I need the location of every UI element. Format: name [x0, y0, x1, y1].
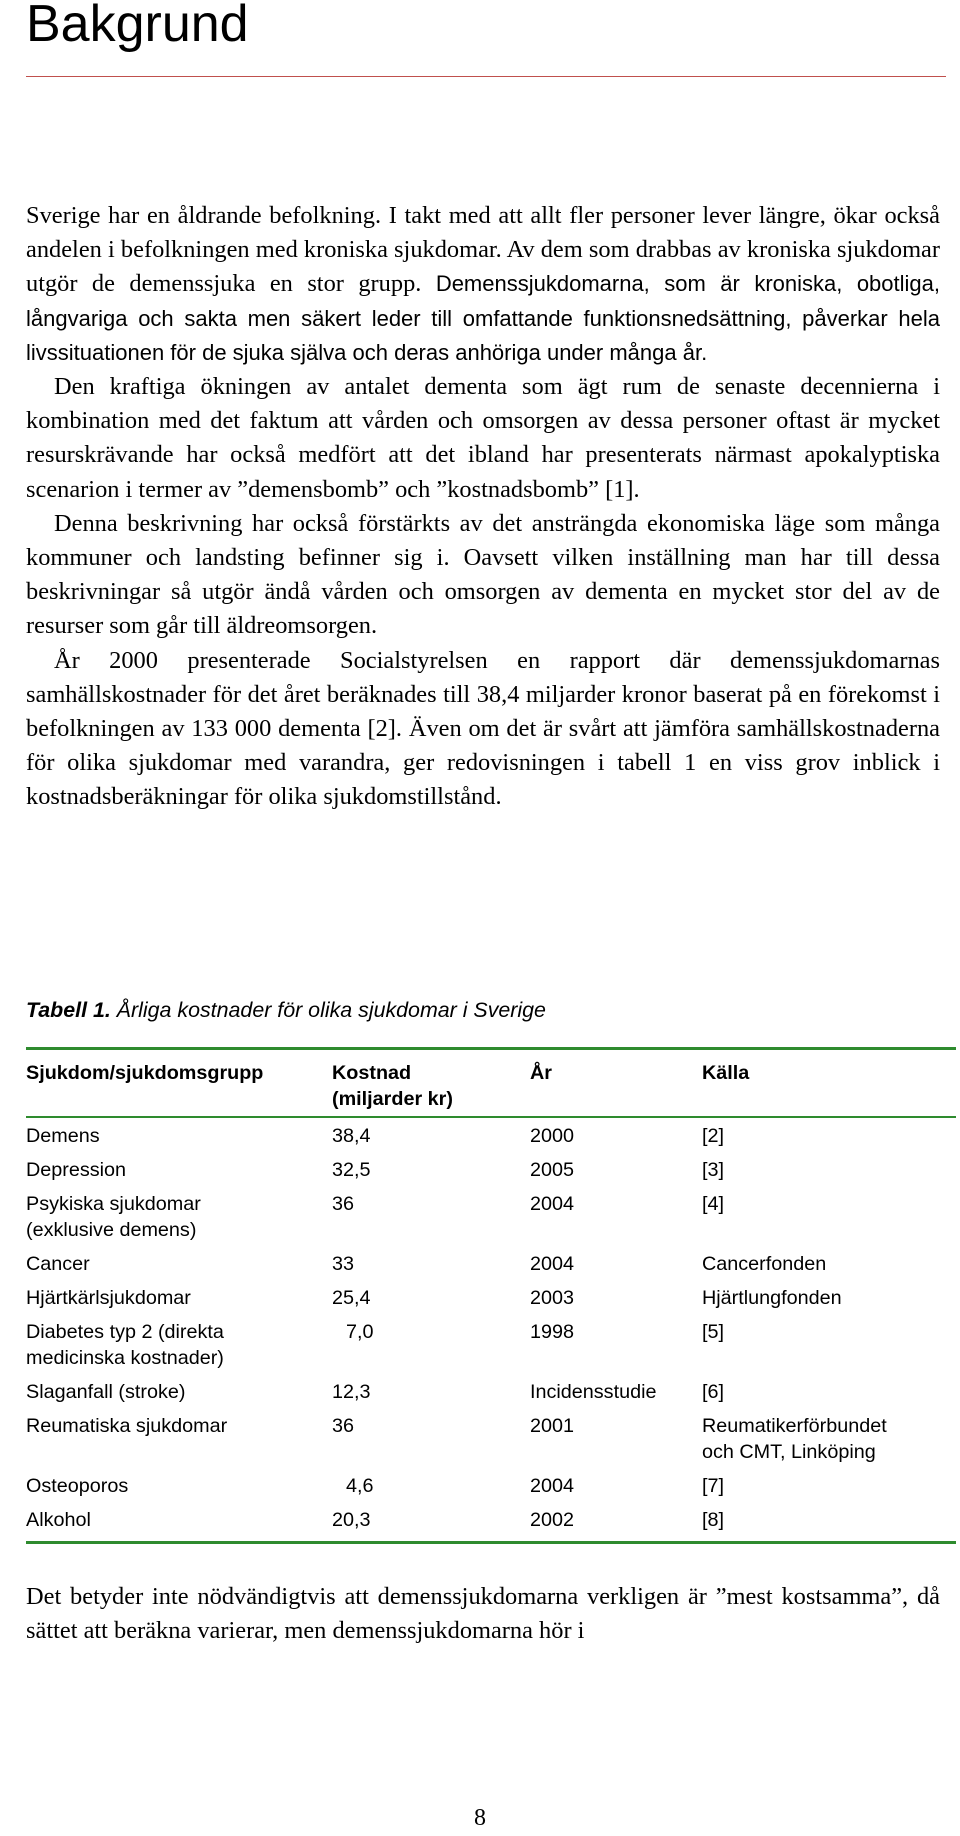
header-year: År [530, 1050, 702, 1117]
cell-source-text: Reumatikerförbundet [702, 1415, 887, 1437]
cell-year: 2003 [530, 1287, 575, 1309]
cell-year: 1998 [530, 1321, 575, 1343]
page-number: 8 [474, 1805, 486, 1831]
cell-year: Incidensstudie [530, 1381, 657, 1403]
cell-disease [26, 1186, 332, 1246]
cell-cost: 38,4 [332, 1125, 371, 1147]
cell-disease-text-line2: (exklusive demens) [26, 1219, 197, 1241]
paragraph-socialstyrelsen: År 2000 presenterade Socialstyrelsen en rapport där demenssjukdomarnas samhällskostnader för det året beräknades till 38,4 miljarder kronor baserat på en förekomst i befolkningen av 133 000 dementa [2]. Även om det är svårt att jämföra samhällskostnaderna för olika sjukdomar med varandra, ger redovisningen i tabell 1 en viss grov inblick i kostnadsberäkningar för olika sjukdomstillstånd. [26, 646, 940, 811]
table-row [26, 1186, 956, 1246]
table-row [26, 1246, 956, 1280]
cell-disease-text: Alkohol [26, 1509, 91, 1531]
table-row [26, 1408, 956, 1468]
cell-disease [26, 1502, 332, 1541]
cell-year: 2004 [530, 1253, 575, 1275]
cell-cost: 20,3 [332, 1509, 371, 1531]
cell-source [702, 1408, 956, 1468]
paragraph-kostsamma: Det betyder inte nödvändigtvis att demenssjukdomarna verkligen är ”mest kostsamma”, då sättet att beräkna varierar, men demenssjukdomarna hör i [26, 1583, 940, 1645]
table-row [26, 1502, 956, 1541]
cell-cost: 12,3 [332, 1381, 371, 1403]
cell-disease-text: Diabetes typ 2 (direkta [26, 1321, 224, 1343]
cell-cost: 32,5 [332, 1159, 371, 1181]
cost-table [26, 1047, 956, 1544]
cell-cost: 36 [332, 1415, 355, 1437]
cell-disease-text: Psykiska sjukdomar [26, 1193, 201, 1215]
cell-disease-text: Reumatiska sjukdomar [26, 1415, 228, 1437]
cell-disease-text: Slaganfall (stroke) [26, 1381, 186, 1403]
table-row [26, 1374, 956, 1408]
table-header-row [26, 1050, 956, 1117]
table-row [26, 1280, 956, 1314]
cell-disease [26, 1374, 332, 1408]
cell-cost: 4,6 [346, 1475, 374, 1497]
table-row [26, 1314, 956, 1374]
cell-year: 2005 [530, 1159, 575, 1181]
cell-year: 2004 [530, 1193, 575, 1215]
cell-disease [26, 1117, 332, 1152]
paragraph-intro-sans-text: Demenssjukdomarna, som är kroniska, obotliga, långvariga och sakta men säkert leder till omfattande funktionsnedsättning, påverkar hela livssituationen för de sjuka själva och deras anhöriga under många år. [26, 271, 940, 365]
cell-source: Hjärtlungfonden [702, 1287, 842, 1309]
table-row [26, 1468, 956, 1502]
cell-source-text-line2: och CMT, Linköping [702, 1441, 876, 1463]
cell-source: [6] [702, 1381, 724, 1403]
cell-source: [2] [702, 1125, 724, 1147]
table-row [26, 1117, 956, 1152]
paragraph-demensbomb: Den kraftiga ökningen av antalet dementa som ägt rum de senaste decennierna i kombination med det faktum att vården och omsorgen av dessa personer oftast är mycket resurskrävande har också medfört att det ibland har presenterats närmast apokalyptiska scenarion i termer av ”demensbomb” och ”kostnadsbomb” [1]. [26, 373, 940, 503]
paragraph-ekonomiskt-lage: Denna beskrivning har också förstärkts av det ansträngda ekonomiska läge som många kommuner och landsting befinner sig i. Oavsett vilken inställning man har till dessa beskrivningar så utgör ändå vården och omsorgen av dementa en mycket stor del av de resurser som går till äldreomsorgen. [26, 509, 940, 640]
body-paragraph-bottom [26, 1580, 940, 1648]
cell-source: [4] [702, 1193, 724, 1215]
page-title: Bakgrund [26, 0, 249, 53]
cell-year: 2000 [530, 1125, 575, 1147]
cell-disease [26, 1246, 332, 1280]
cell-disease [26, 1280, 332, 1314]
cell-disease-text: Hjärtkärlsjukdomar [26, 1287, 191, 1309]
table-caption-label: Tabell 1. [26, 998, 111, 1022]
table-caption-text: Årliga kostnader för olika sjukdomar i Sverige [116, 998, 546, 1022]
cell-year: 2002 [530, 1509, 575, 1531]
table-row [26, 1152, 956, 1186]
cell-source: [5] [702, 1321, 724, 1343]
cell-disease [26, 1408, 332, 1468]
header-disease: Sjukdom/sjukdomsgrupp [26, 1050, 332, 1117]
cell-cost: 36 [332, 1193, 355, 1215]
cell-cost: 33 [332, 1253, 355, 1275]
table-caption [26, 995, 546, 1025]
cost-table-grid [26, 1050, 956, 1541]
cell-cost: 25,4 [332, 1287, 371, 1309]
cell-source: [8] [702, 1509, 724, 1531]
cell-disease [26, 1152, 332, 1186]
cell-year: 2001 [530, 1415, 575, 1437]
heading-divider [26, 76, 946, 77]
cell-source: [3] [702, 1159, 724, 1181]
cell-disease-text: Cancer [26, 1253, 90, 1275]
cell-cost: 7,0 [346, 1321, 374, 1343]
paragraph-intro-text: Sverige har en åldrande befolkning. I takt med att allt fler personer lever längre, ökar också andelen i befolkningen med kroniska sjukdomar. Av dem som drabbas av kroniska sjukdomar utgör de demenssjuka en stor grupp. [26, 202, 940, 298]
header-source: Källa [702, 1050, 956, 1117]
cell-source: [7] [702, 1475, 724, 1497]
header-cost-line1: Kostnad [332, 1062, 412, 1084]
cell-disease [26, 1314, 332, 1374]
cell-year: 2004 [530, 1475, 575, 1497]
paragraph-intro [26, 199, 940, 370]
body-paragraphs-top [26, 199, 940, 815]
cell-disease-text-line2: medicinska kostnader) [26, 1347, 224, 1369]
cell-disease-text: Osteoporos [26, 1475, 129, 1497]
cell-source: Cancerfonden [702, 1253, 827, 1275]
header-cost [332, 1050, 530, 1117]
header-cost-line2: (miljarder kr) [332, 1088, 453, 1110]
cell-disease-text: Depression [26, 1159, 127, 1181]
cell-disease [26, 1468, 332, 1502]
cell-disease-text: Demens [26, 1125, 100, 1147]
